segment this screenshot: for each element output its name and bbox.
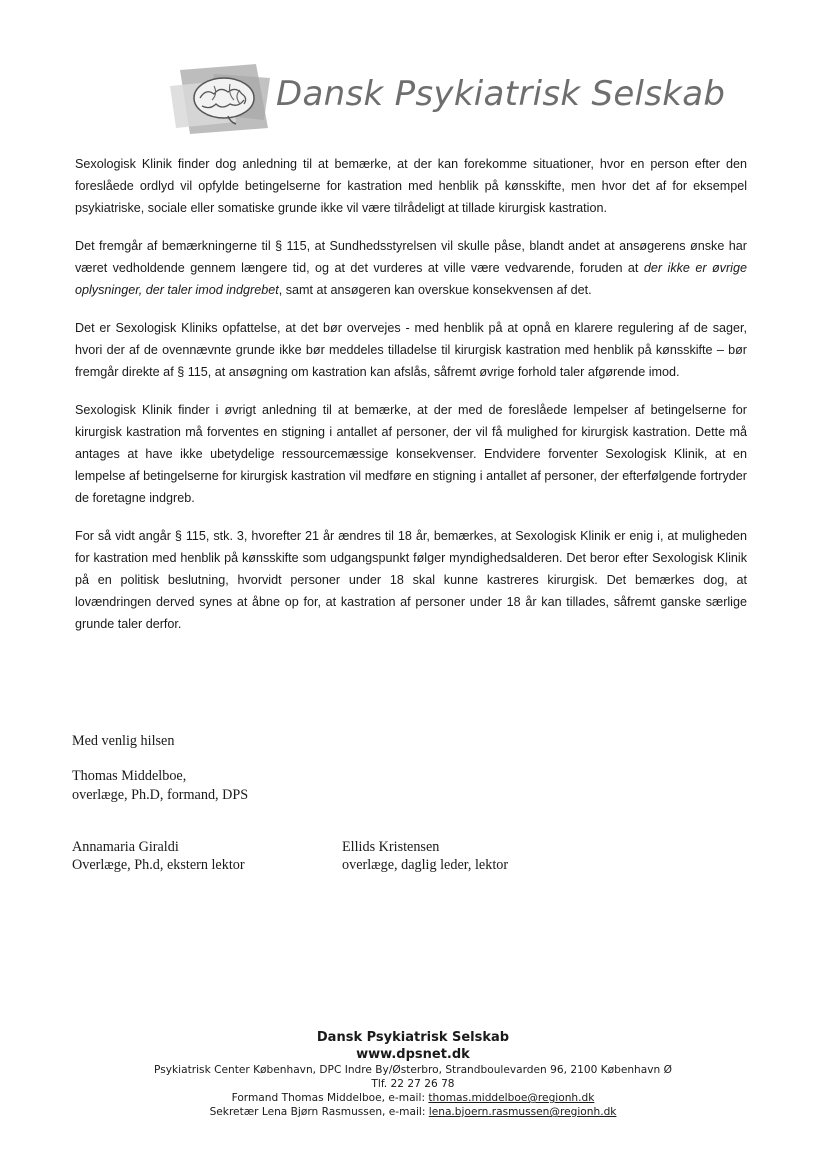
footer-chair-label: Formand Thomas Middelboe, e-mail:	[231, 1092, 429, 1104]
paragraph-5: For så vidt angår § 115, stk. 3, hvorefter 21 år ændres til 18 år, bemærkes, at Sexologisk Klinik er enig i, at muligheden for kastration med henblik på kønsskifte som udgangspunkt følger myndighedsalderen. Det beror efter Sexologisk Klinik på en politisk beslutning, hvorvidt personer under 18 skal kunne kastreres kirurgisk. Det bemærkes dog, at lovændringen derved synes at åbne op for, at kastration af personer under 18 år kan tillades, såfremt ganske særlige grunde taler derfor.	[75, 529, 747, 631]
footer-org-name: Dansk Psykiatrisk Selskab	[316, 1030, 510, 1045]
letterhead	[168, 60, 726, 140]
signer-2-name: Annamaria Giraldi	[72, 839, 179, 855]
paragraph-4: Sexologisk Klinik finder i øvrigt anledning til at bemærke, at der med de foreslåede lempelser af betingelserne for kirurgisk kastration må forventes en stigning i antallet af personer, der vil få mulighed for kirurgisk kastration. Dette må antages at have ikke ubetydelige ressourcemæssige konsekvenser. Endvidere forventer Sexologisk Klinik, at en lempelse af betingelserne for kirurgisk kastration vil medføre en stigning i antallet af personer, der efterfølgende fortryder de foretagne indgreb.	[75, 403, 747, 505]
paragraph-3: Det er Sexologisk Kliniks opfattelse, at det bør overvejes - med henblik på at opnå en klarere regulering af de sager, hvori der af de ovennævnte grunde ikke bør meddeles tilladelse til kirurgisk kastration med henblik på kønsskifte – bør fremgår direkte af § 115, at ansøgning om kastration kan afslås, såfremt øvrige forhold taler afgørende imod.	[75, 321, 747, 379]
paragraph-2-text-b: , samt at ansøgeren kan overskue konsekvensen af det.	[278, 283, 592, 297]
letterhead-org-name: Dansk Psykiatrisk Selskab	[276, 74, 726, 114]
closing-greeting: Med venlig hilsen	[72, 733, 175, 749]
letter-body	[75, 153, 747, 635]
paragraph-2	[75, 235, 747, 301]
signer-3-title: overlæge, daglig leder, lektor	[342, 857, 509, 873]
signer-1-title: overlæge, Ph.D, formand, DPS	[72, 787, 249, 803]
secretary-email-link[interactable]: lena.bjoern.rasmussen@regionh.dk	[428, 1106, 617, 1118]
signer-2-title: Overlæge, Ph.d, ekstern lektor	[72, 857, 245, 873]
footer-phone: Tlf. 22 27 26 78	[371, 1078, 455, 1090]
footer-address: Psykiatrisk Center København, DPC Indre By/Østerbro, Strandboulevarden 96, 2100 København Ø	[154, 1064, 672, 1076]
letter-footer	[0, 1029, 826, 1119]
paragraph-2-text-a: Det fremgår af bemærkningerne til § 115, at Sundhedsstyrelsen vil skulle påse, blandt andet at ansøgerens ønske har været vedholdende gennem længere tid, og at det vurderes at ville være vedvarende, foruden at	[75, 239, 747, 275]
paragraph-1: Sexologisk Klinik finder dog anledning til at bemærke, at der kan forekomme situationer, hvor en person efter den foreslåede ordlyd vil opfylde betingelserne for kastration med henblik på kønsskifte, men hvor det af for eksempel psykiatriske, sociale eller somatiske grunde ikke vil være tilrådeligt at tillade kirurgisk kastration.	[75, 157, 747, 215]
signer-1-name: Thomas Middelboe,	[72, 768, 187, 784]
footer-secretary-label: Sekretær Lena Bjørn Rasmussen, e-mail:	[209, 1106, 429, 1118]
brain-logo-icon	[170, 64, 274, 134]
signer-3-name: Ellids Kristensen	[342, 839, 440, 855]
paragraph-2-quote: der ikke er øvrige oplysninger, der taler imod indgrebet	[75, 261, 747, 297]
footer-secretary-line	[0, 1105, 826, 1119]
footer-website: www.dpsnet.dk	[356, 1047, 470, 1062]
chair-email-link[interactable]: thomas.middelboe@regionh.dk	[428, 1092, 595, 1104]
footer-chair-line	[0, 1091, 826, 1105]
